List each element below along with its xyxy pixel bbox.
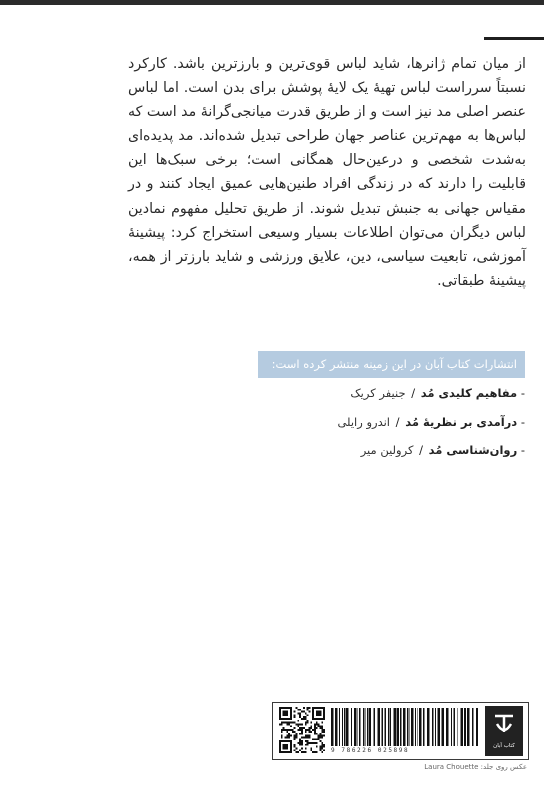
isbn-number: 9 786226 025898 bbox=[331, 747, 410, 754]
related-book-item bbox=[265, 443, 525, 457]
description-line: است. اما لباس عنصر اصلی مد نیز است و از طریق قدرت bbox=[128, 80, 526, 121]
publisher-logo-text: کتاب آبان bbox=[493, 743, 515, 749]
description-line: پیشینهٔ آموزشی، تابعیت سیاسی، دین، علایق ورزشی و شاید bbox=[128, 224, 526, 265]
book-author: کرولین میر bbox=[360, 443, 414, 457]
description-line: که در زندگی افراد طنین‌هایی عمیق ایجاد کنند و در مقیاس bbox=[128, 176, 526, 217]
bullet: - bbox=[520, 386, 525, 400]
separator: / bbox=[395, 414, 400, 429]
description-line: لباس دیگران می‌توان اطلاعات بسیار وسیعی استخراج کرد: bbox=[170, 224, 526, 241]
bullet: - bbox=[520, 414, 525, 429]
separator: / bbox=[419, 443, 423, 457]
bullet: - bbox=[520, 443, 525, 457]
related-book-item bbox=[265, 415, 525, 429]
book-title: روان‌شناسی مُد bbox=[428, 443, 518, 457]
description-line: از میان تمام ژانرها، شاید لباس قوی‌ترین و بارزترین باشد. bbox=[172, 56, 526, 72]
separator: / bbox=[411, 386, 416, 400]
related-books-list bbox=[265, 386, 525, 472]
publisher-logo bbox=[485, 706, 523, 756]
cover-photo-credit: عکس روی جلد: Laura Chouette bbox=[424, 763, 527, 771]
description-line: کارکرد نسبتاً سرراست لباس تهیهٔ یک لایهٔ پوشش برای بدن bbox=[128, 56, 526, 97]
barcode-icon bbox=[329, 708, 479, 746]
description-line: طراحی تبدیل شده‌اند. مد پدیده‌ای به‌شدت شخصی و bbox=[128, 128, 526, 169]
header-rule bbox=[484, 37, 544, 40]
top-edge-bar bbox=[0, 0, 544, 5]
description-line: میانجی‌گرانهٔ مد است که لباس‌ها به مهم‌ترین عناصر جهان bbox=[128, 104, 527, 145]
description-paragraph bbox=[128, 52, 526, 293]
related-book-item bbox=[265, 386, 525, 400]
publisher-logo-mark-icon bbox=[489, 710, 519, 738]
book-author: اندرو رایلی bbox=[337, 414, 391, 429]
isbn-panel bbox=[272, 702, 529, 760]
qr-code-icon bbox=[279, 707, 325, 753]
description-line: درعین‌حال همگانی است؛ برخی سبک‌ها این قابلیت را دارند bbox=[128, 152, 526, 193]
book-author: جنیفر کریک bbox=[350, 386, 406, 400]
publisher-banner: انتشارات کتاب آبان در این زمینه منتشر کرده است: bbox=[258, 351, 525, 378]
book-title: درآمدی بر نظریهٔ مُد bbox=[405, 414, 518, 429]
description-line: جهانی به جنبش تبدیل شوند. از طریق تحلیل مفهوم نمادین bbox=[128, 200, 480, 217]
description-line: بارزتر از همه، پیشینهٔ طبقاتی. bbox=[128, 248, 526, 289]
book-title: مفاهیم کلیدی مُد bbox=[420, 386, 518, 400]
